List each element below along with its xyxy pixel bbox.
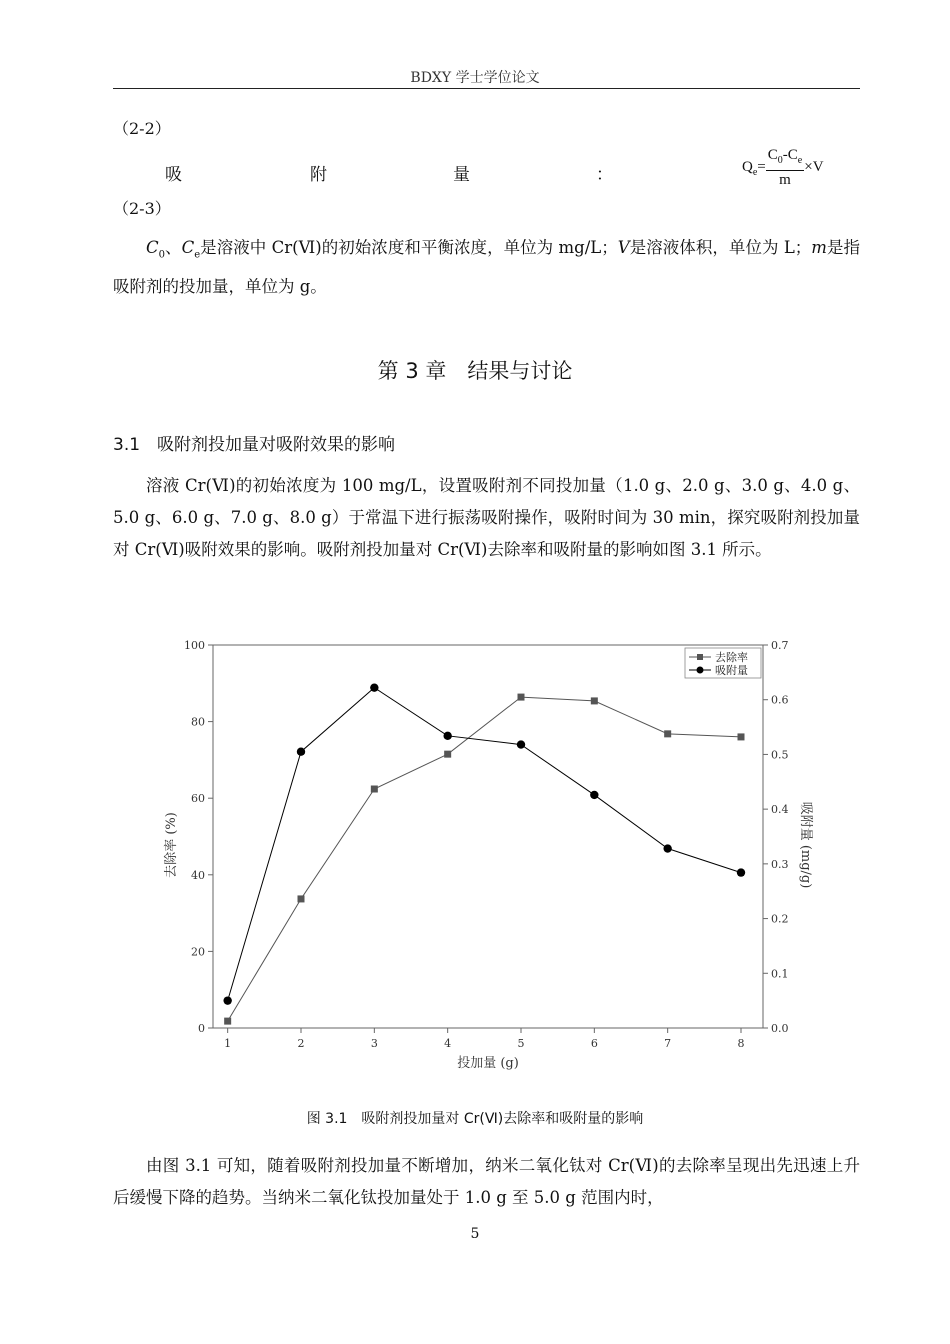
data-point-circle xyxy=(663,844,671,852)
x-tick-label: 1 xyxy=(224,1037,232,1050)
page-number: 5 xyxy=(470,1226,480,1242)
adsorption-formula: $Q_e=$ $\frac{C_0-C_e}{m}$ ×V xyxy=(742,147,824,188)
equation-number-2-2: （2-2） xyxy=(113,119,171,138)
data-point-circle xyxy=(223,996,231,1004)
chapter-title: 第 3 章 结果与讨论 xyxy=(377,359,573,383)
y-axis-label-left: 去除率 (%) xyxy=(164,812,179,878)
data-point-circle xyxy=(370,683,378,691)
body-paragraph-1: 溶液 Cr(Ⅵ)的初始浓度为 100 mg/L，设置吸附剂不同投加量（1.0 g、2.0 g、3.0 g、4.0 g、5.0 g、6.0 g、7.0 g、8.0 g）于常温下进行振荡吸附操作，吸附时间为 30 min，探究吸附剂投加量对 Cr(Ⅵ)吸附效果的影响。吸附剂投加量对 Cr(Ⅵ)去除率和吸附量的影响如图 3.1 所示。 xyxy=(113,476,860,559)
legend-marker-square xyxy=(697,654,703,660)
data-point-square xyxy=(444,751,451,758)
formula-numerator: $C_0-C_e$ xyxy=(766,146,804,171)
data-point-circle xyxy=(737,868,745,876)
x-axis-label: 投加量 (g) xyxy=(457,1056,519,1071)
series-line-adsorption xyxy=(228,688,741,1001)
section-title: 3.1 吸附剂投加量对吸附效果的影响 xyxy=(113,435,396,455)
data-point-square xyxy=(298,895,305,902)
chart-series xyxy=(223,683,745,1024)
formula-fraction xyxy=(766,146,804,189)
formula-denominator: m xyxy=(779,172,791,188)
page-header: BDXY 学士学位论文 xyxy=(410,70,540,86)
data-point-square xyxy=(371,786,378,793)
data-point-square xyxy=(591,697,598,704)
x-tick-label: 3 xyxy=(370,1037,378,1050)
y-axis-label-right: 吸附量 (mg/g) xyxy=(798,801,813,889)
data-point-square xyxy=(224,1018,231,1025)
y-right-tick-label: 0.1 xyxy=(771,967,789,981)
legend-marker-circle xyxy=(697,667,704,674)
eq-label-char: 吸 xyxy=(165,165,182,185)
chart-legend xyxy=(685,648,761,678)
y-right-tick-label: 0.3 xyxy=(771,857,789,871)
y-right-tick-label: 0.5 xyxy=(771,748,789,762)
eq-label-char: 附 xyxy=(310,165,327,185)
y-left-tick-label: 60 xyxy=(191,792,205,806)
x-tick-label: 8 xyxy=(737,1037,745,1050)
y-left-tick-label: 100 xyxy=(184,639,205,652)
legend-label: 去除率 xyxy=(715,651,748,664)
data-point-circle xyxy=(590,791,598,799)
data-point-square xyxy=(664,730,671,737)
y-left-tick-label: 80 xyxy=(191,715,205,729)
x-tick-label: 6 xyxy=(590,1037,598,1050)
eq-label-char: 量 xyxy=(453,165,470,185)
legend-label: 吸附量 xyxy=(715,664,748,677)
formula-lhs: $Q_e$ xyxy=(742,158,758,178)
header-rule xyxy=(113,88,860,89)
y-left-tick-label: 0 xyxy=(198,1022,205,1035)
x-tick-label: 2 xyxy=(297,1037,305,1050)
data-point-square xyxy=(738,733,745,740)
series-line-removal-rate xyxy=(228,697,741,1021)
data-point-circle xyxy=(517,740,525,748)
y-left-tick-label: 40 xyxy=(191,868,205,882)
removal-adsorption-chart xyxy=(150,630,830,1080)
data-point-square xyxy=(518,694,525,701)
y-right-tick-label: 0.2 xyxy=(771,912,789,926)
y-left-tick-label: 20 xyxy=(191,945,205,959)
y-right-tick-label: 0.7 xyxy=(771,639,789,652)
body-paragraph-2: 由图 3.1 可知，随着吸附剂投加量不断增加，纳米二氧化钛对 Cr(Ⅵ)的去除率呈现出先迅速上升后缓慢下降的趋势。当纳米二氧化钛投加量处于 1.0 g 至 5.0 g 范围内时， xyxy=(113,1156,860,1207)
eq-label-char: ： xyxy=(596,165,613,185)
definitions-paragraph: $C_0$、$C_e$是溶液中 Cr(Ⅵ)的初始浓度和平衡浓度，单位为 mg/L；V是溶液体积，单位为 L；m是指吸附剂的投加量，单位为 g。 xyxy=(113,238,861,297)
plot-frame xyxy=(213,645,763,1028)
y-right-tick-label: 0.0 xyxy=(771,1022,789,1035)
data-point-circle xyxy=(443,732,451,740)
formula-tail: ×V xyxy=(804,159,824,175)
chart-axes xyxy=(184,639,789,1050)
figure-caption: 图 3.1 吸附剂投加量对 Cr(Ⅵ)去除率和吸附量的影响 xyxy=(306,1111,644,1127)
x-tick-label: 7 xyxy=(664,1037,672,1050)
data-point-circle xyxy=(297,747,305,755)
x-tick-label: 4 xyxy=(444,1037,452,1050)
y-right-tick-label: 0.4 xyxy=(771,803,789,817)
equation-number-2-3: （2-3） xyxy=(113,199,171,218)
x-tick-label: 5 xyxy=(517,1037,525,1050)
y-right-tick-label: 0.6 xyxy=(771,693,789,707)
